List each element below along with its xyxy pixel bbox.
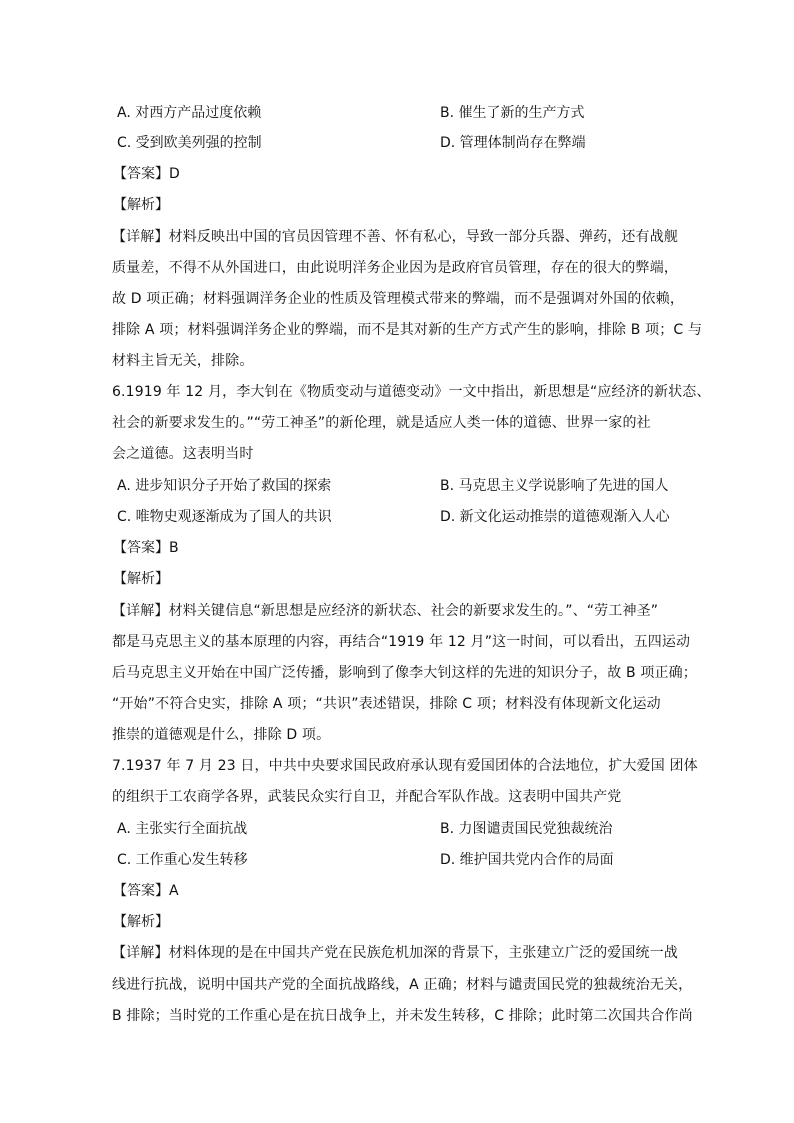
q6-stem-line: 会之道德。这表明当时 <box>112 446 254 462</box>
q5-option-c: C. 受到欧美列强的控制 <box>117 135 262 151</box>
q7-analysis-label: 【解析】 <box>113 914 169 930</box>
q5-detail-line: 质量差，不得不从外国进口，由此说明洋务企业因为是政府官员管理，存在的很大的弊端， <box>112 260 678 276</box>
q6-detail-line: 都是马克思主义的基本原理的内容，再结合“1919 年 12 月”这一时间，可以看出，五四运动 <box>112 634 691 650</box>
q5-option-b: B. 催生了新的生产方式 <box>440 105 585 121</box>
q7-detail-line: B 排除；当时党的工作重心是在抗日战争上，并未发生转移，C 排除；此时第二次国共合作尚 <box>112 1008 693 1024</box>
q7-detail-line: 【详解】材料体现的是在中国共产党在民族危机加深的背景下，主张建立广泛的爱国统一战 <box>112 945 678 961</box>
q7-option-d: D. 维护国共党内合作的局面 <box>440 852 614 868</box>
q7-answer: 【答案】A <box>113 883 179 899</box>
q5-detail-line: 故 D 项正确；材料强调洋务企业的性质及管理模式带来的弊端，而不是强调对外国的依赖， <box>112 291 684 307</box>
q6-analysis-label: 【解析】 <box>113 571 169 587</box>
q7-option-c: C. 工作重心发生转移 <box>117 852 248 868</box>
q5-analysis-label: 【解析】 <box>113 197 169 213</box>
q5-detail-line: 【详解】材料反映出中国的官员因管理不善、怀有私心，导致一部分兵器、弹药，还有战舰 <box>112 229 678 245</box>
q6-detail-line: 后马克思主义开始在中国广泛传播，影响到了像李大钊这样的先进的知识分子，故 B 项正确； <box>112 665 697 681</box>
q5-answer: 【答案】D <box>113 166 180 182</box>
q6-stem-line: 社会的新要求发生的。”“劳工神圣”的新伦理，就是适应人类一体的道德、世界一家的社 <box>112 415 651 431</box>
q6-detail-line: “开始”不符合史实，排除 A 项；“共识”表述错误，排除 C 项；材料没有体现新文化运动 <box>112 696 661 712</box>
q6-option-c: C. 唯物史观逐渐成为了国人的共识 <box>117 509 332 525</box>
q6-detail-line: 推崇的道德观是什么，排除 D 项。 <box>112 727 331 743</box>
q6-option-a: A. 进步知识分子开始了救国的探索 <box>117 478 332 494</box>
q7-option-a: A. 主张实行全面抗战 <box>117 821 248 837</box>
q6-stem-line: 6.1919 年 12 月，李大钊在《物质变动与道德变动》一文中指出，新思想是“应经济的新状态、 <box>112 384 711 400</box>
q5-detail-line: 材料主旨无关，排除。 <box>112 353 254 369</box>
q5-option-a: A. 对西方产品过度依赖 <box>117 105 262 121</box>
q7-stem-line: 7.1937 年 7 月 23 日，中共中央要求国民政府承认现有爱国团体的合法地位，扩大爱国 团体 <box>112 758 698 774</box>
q7-detail-line: 线进行抗战，说明中国共产党的全面抗战路线，A 正确；材料与谴责国民党的独裁统治无关， <box>112 977 693 993</box>
q7-stem-line: 的组织于工农商学各界，武装民众实行自卫，并配合军队作战。这表明中国共产党 <box>112 789 622 805</box>
q5-option-d: D. 管理体制尚存在弊端 <box>440 135 586 151</box>
q6-option-b: B. 马克思主义学说影响了先进的国人 <box>440 478 669 494</box>
q6-answer: 【答案】B <box>113 540 179 556</box>
q6-option-d: D. 新文化运动推崇的道德观渐入人心 <box>440 509 670 525</box>
q6-detail-line: 【详解】材料关键信息“新思想是应经济的新状态、社会的新要求发生的。”、“劳工神圣” <box>112 603 659 619</box>
q5-detail-line: 排除 A 项；材料强调洋务企业的弊端，而不是其对新的生产方式产生的影响，排除 B 项；C 与 <box>112 322 703 338</box>
q7-option-b: B. 力图谴责国民党独裁统治 <box>440 821 613 837</box>
